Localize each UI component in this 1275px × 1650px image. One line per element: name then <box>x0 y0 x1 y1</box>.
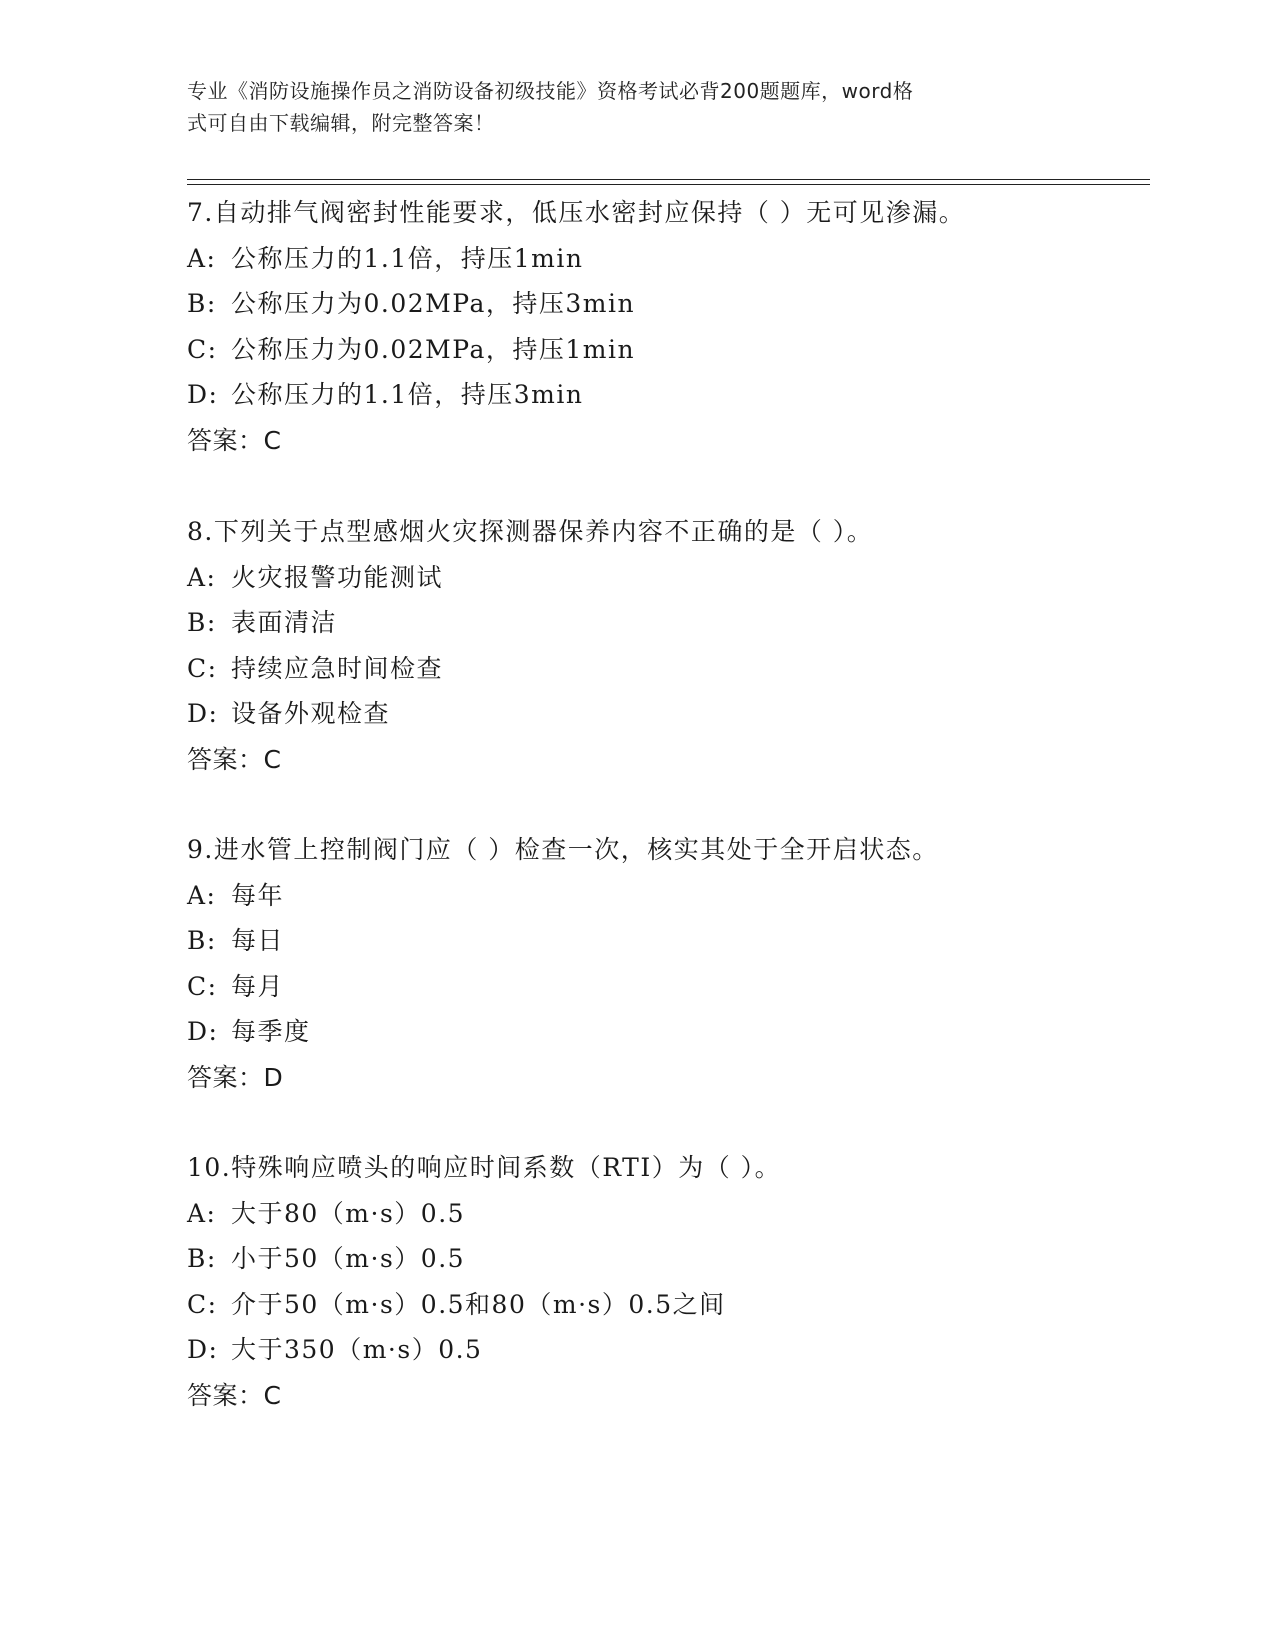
option-c <box>187 646 1147 692</box>
answer-line: 答案：C <box>187 425 282 455</box>
option-label: B: <box>187 926 217 956</box>
option-text: 持续应急时间检查 <box>231 653 444 683</box>
option-text: 公称压力的1.1倍，持压3min <box>231 380 584 410</box>
option-text: 大于80（m·s）0.5 <box>231 1198 466 1228</box>
option-c <box>187 327 1147 373</box>
option-label: B: <box>187 1244 217 1274</box>
option-text: 小于50（m·s）0.5 <box>231 1244 466 1274</box>
option-label: A: <box>187 243 217 273</box>
option-c <box>187 1282 1147 1328</box>
question-stem: 9.进水管上控制阀门应（ ）检查一次，核实其处于全开启状态。 <box>187 835 939 864</box>
question-stem: 10.特殊响应喷头的响应时间系数（RTI）为（ ）。 <box>187 1153 782 1182</box>
option-text: 大于350（m·s）0.5 <box>231 1335 483 1365</box>
question-7 <box>187 190 1147 464</box>
header-line-2: 式可自由下载编辑，附完整答案！ <box>187 111 495 135</box>
question-10 <box>187 1145 1147 1419</box>
option-label: C: <box>187 971 218 1001</box>
answer-line: 答案：D <box>187 1062 284 1092</box>
option-c <box>187 964 1147 1010</box>
option-a <box>187 873 1147 919</box>
option-d <box>187 372 1147 418</box>
option-text: 公称压力为0.02MPa，持压1min <box>231 334 636 364</box>
document-header <box>187 75 1067 139</box>
option-a <box>187 236 1147 282</box>
option-a <box>187 555 1147 601</box>
option-a <box>187 1191 1147 1237</box>
option-b <box>187 918 1147 964</box>
option-b <box>187 281 1147 327</box>
answer-line: 答案：C <box>187 744 282 774</box>
option-text: 公称压力的1.1倍，持压1min <box>231 243 584 273</box>
header-divider-top <box>187 179 1150 180</box>
option-label: C: <box>187 1289 218 1319</box>
option-label: C: <box>187 653 218 683</box>
option-d <box>187 1327 1147 1373</box>
option-label: A: <box>187 880 217 910</box>
question-stem: 8.下列关于点型感烟火灾探测器保养内容不正确的是（ ）。 <box>187 517 874 546</box>
option-label: A: <box>187 562 217 592</box>
option-label: D: <box>187 1335 219 1365</box>
question-stem: 7.自动排气阀密封性能要求，低压水密封应保持（ ）无可见渗漏。 <box>187 198 966 227</box>
option-text: 每日 <box>231 926 285 956</box>
header-line-1: 专业《消防设施操作员之消防设备初级技能》资格考试必背200题题库，word格 <box>187 79 914 103</box>
option-d <box>187 691 1147 737</box>
option-text: 火灾报警功能测试 <box>231 562 444 592</box>
option-text: 每季度 <box>231 1017 311 1047</box>
header-divider-bottom <box>187 184 1150 185</box>
option-label: B: <box>187 289 217 319</box>
question-9 <box>187 827 1147 1101</box>
option-label: B: <box>187 608 217 638</box>
option-label: D: <box>187 1017 219 1047</box>
option-text: 表面清洁 <box>231 608 338 638</box>
option-text: 设备外观检查 <box>231 699 391 729</box>
question-8 <box>187 509 1147 783</box>
option-label: A: <box>187 1198 217 1228</box>
option-text: 每年 <box>231 880 285 910</box>
option-text: 每月 <box>231 971 285 1001</box>
option-b <box>187 1236 1147 1282</box>
option-label: C: <box>187 334 218 364</box>
option-text: 介于50（m·s）0.5和80（m·s）0.5之间 <box>231 1289 726 1319</box>
option-text: 公称压力为0.02MPa，持压3min <box>231 289 636 319</box>
option-label: D: <box>187 699 219 729</box>
answer-line: 答案：C <box>187 1380 282 1410</box>
option-b <box>187 600 1147 646</box>
option-label: D: <box>187 380 219 410</box>
option-d <box>187 1009 1147 1055</box>
